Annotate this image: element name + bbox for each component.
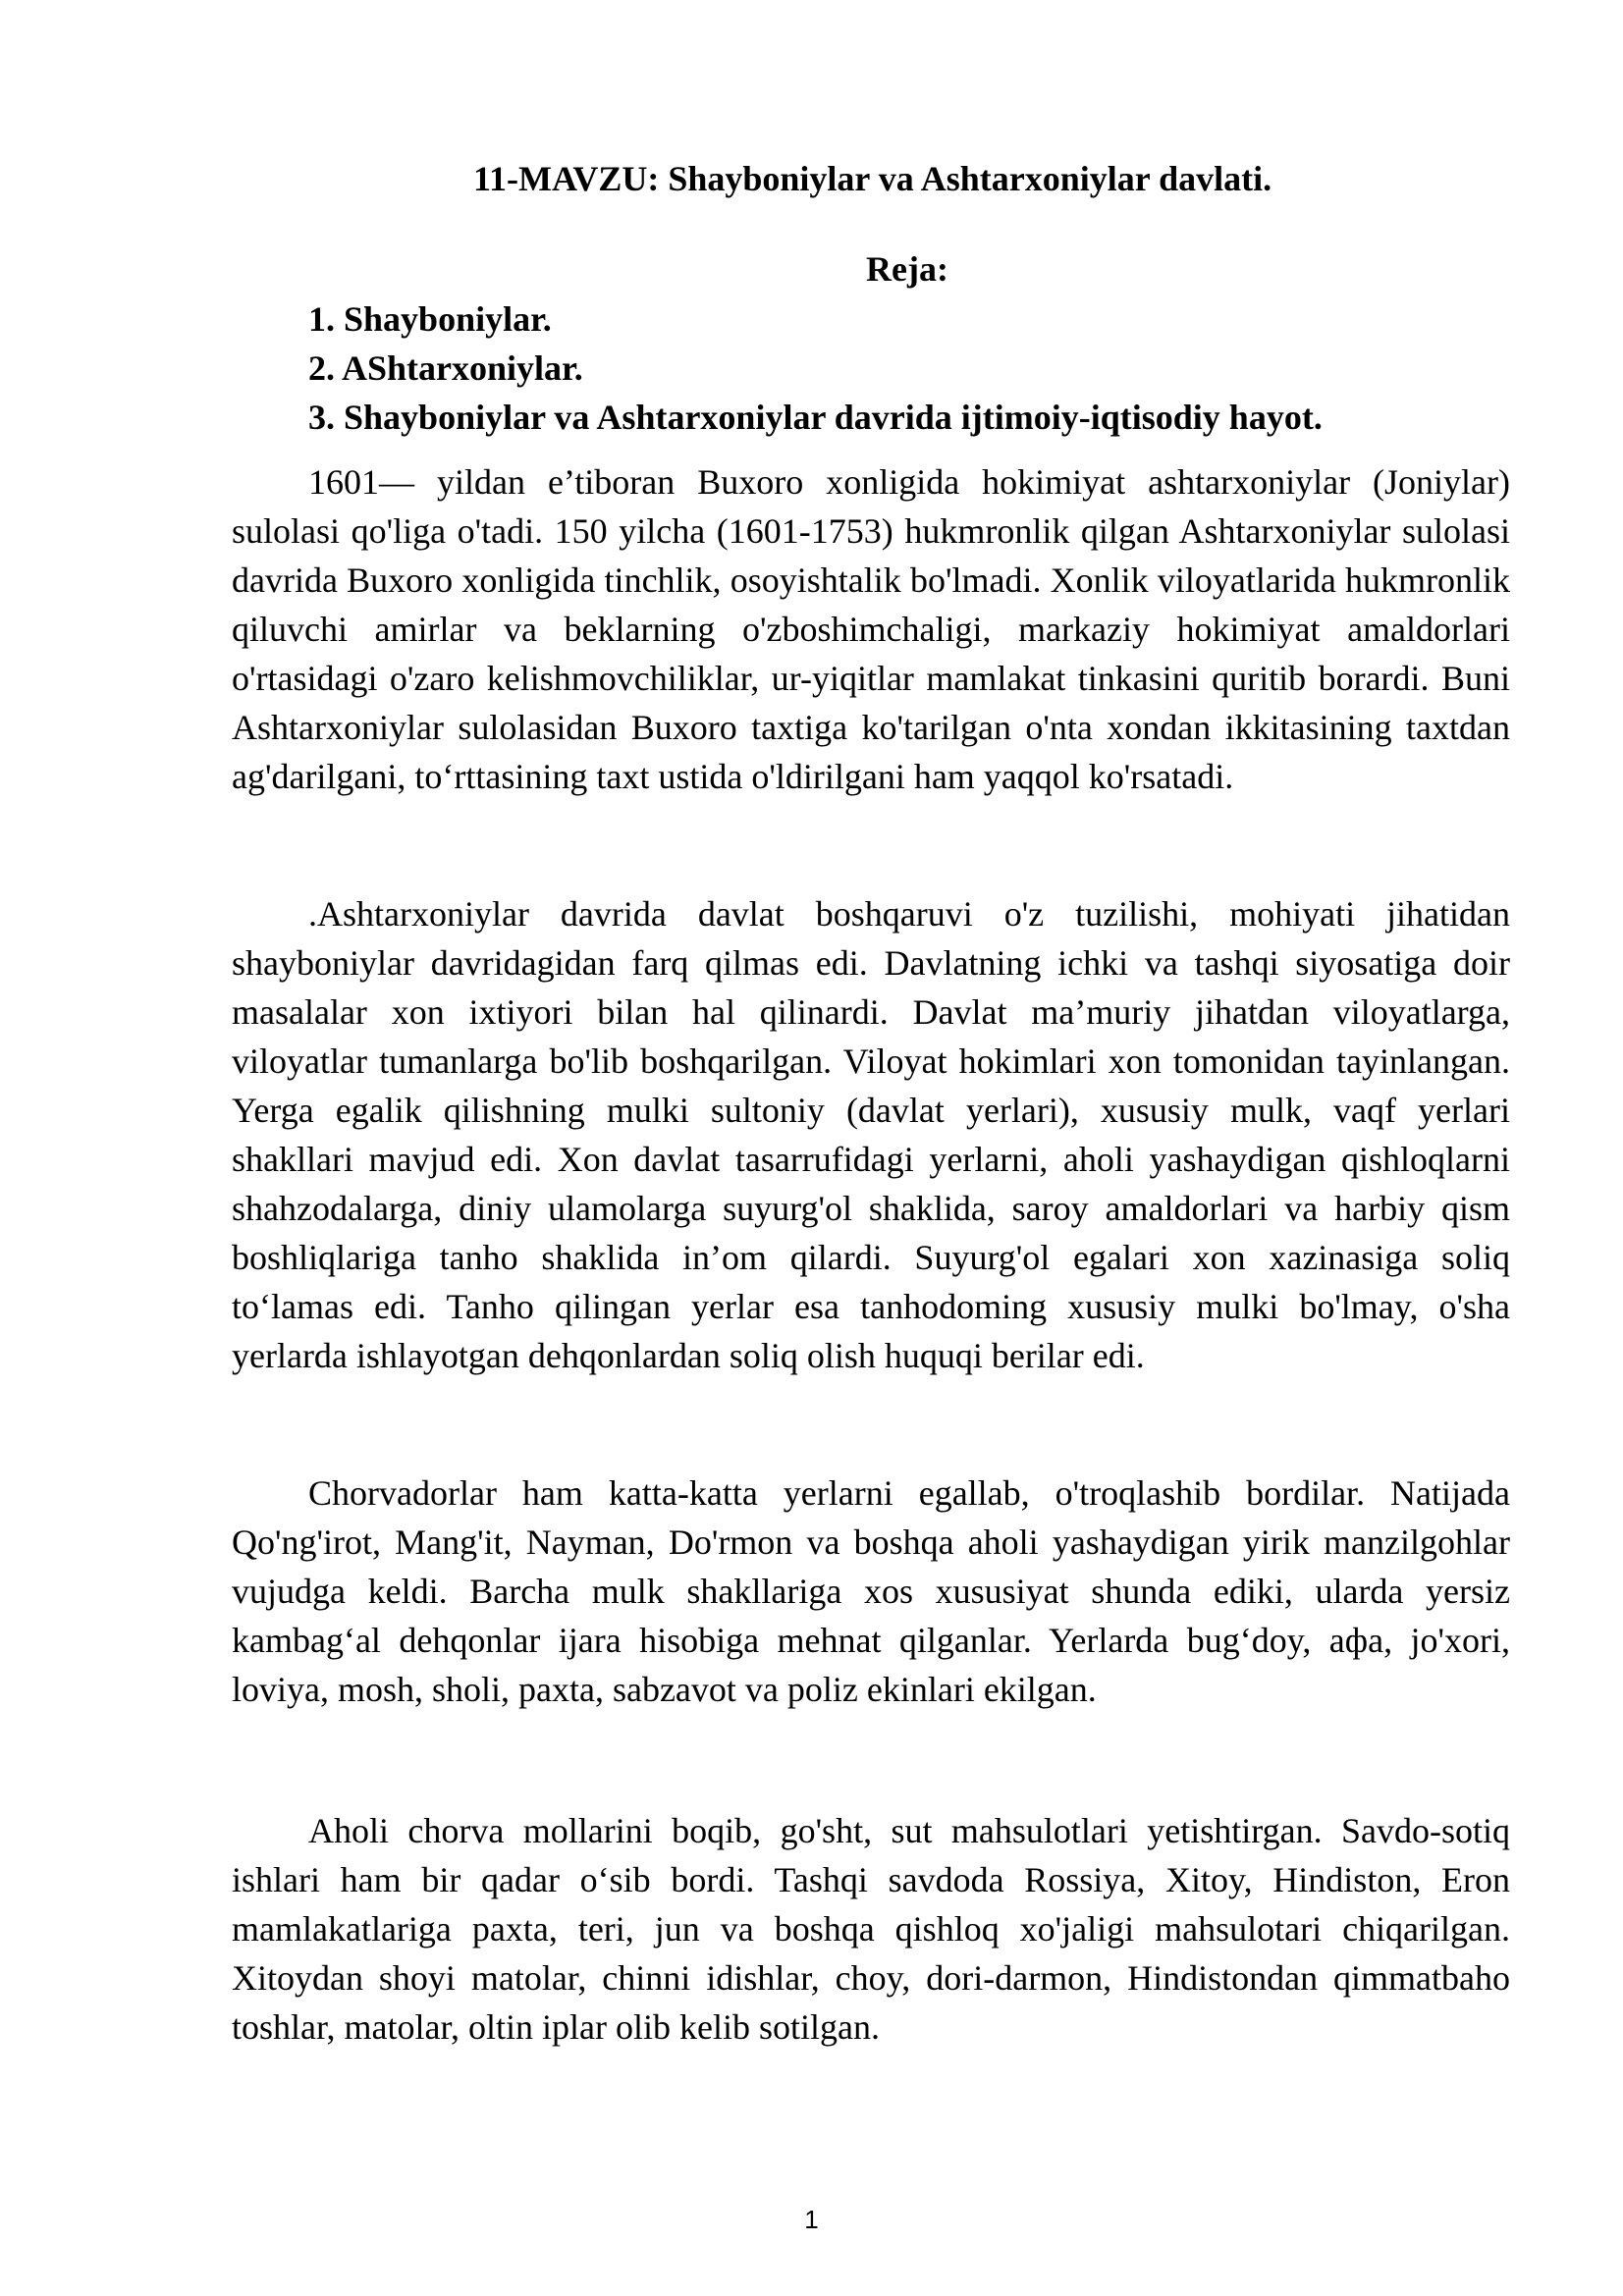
plan-list xyxy=(308,294,1323,442)
plan-heading: Reja: xyxy=(866,249,948,289)
page-title: 11-MAVZU: Shayboniylar va Ashtarxoniylar davlati. xyxy=(473,159,1272,198)
page-number: 1 xyxy=(804,2205,819,2234)
paragraph-text: 1601— yildan e’tiboran Buxoro xonligida hokimiyat ashtarxoniylar (Joniylar) sulolasi qo'liga o'tadi. 150 yilcha (1601-1753) hukmronlik qilgan Ashtarxoniylar sulolasi davrida Buxoro xonligida tinchlik, osoyishtalik bo'lmadi. Xonlik viloyatlarida hukmronlik qiluvchi amirlar va beklarning o'zboshimchaligi, markaziy hokimiyat amaldorlari o'rtasidagi o'zaro kelishmovchiliklar, ur-yiqitlar mamlakat tinkasini quritib borardi. Buni Ashtarxoniylar sulolasidan Buxoro taxtiga ko'tarilgan o'nta xondan ikkitasining taxtdan ag'darilgani, to‘rttasining taxt ustida o'ldirilgani ham yaqqol ko'rsatadi. xyxy=(232,462,1510,796)
paragraph-3 xyxy=(232,1468,1510,1714)
paragraph-2 xyxy=(232,889,1510,1380)
paragraph-text: .Ashtarxoniylar davrida davlat boshqaruvi o'z tuzilishi, mohiyati jihatidan shayboniylar davridagidan farq qilmas edi. Davlatning ichki va tashqi siyosatiga doir masalalar xon ixtiyori bilan hal qilinardi. Davlat ma’muriy jihatdan viloyatlarga, viloyatlar tumanlarga bo'lib boshqarilgan. Viloyat hokimlari xon tomonidan tayinlangan. Yerga egalik qilishning mulki sultoniy (davlat yerlari), xususiy mulk, vaqf yerlari shakllari mavjud edi. Xon davlat tasarrufidagi yerlarni, aholi yashaydigan qishloqlarni shahzodalarga, diniy ulamolarga suyurg'ol shaklida, saroy amaldorlari va harbiy qism boshliqlariga tanho shaklida in’om qilardi. Suyurg'ol egalari xon xazinasiga soliq to‘lamas edi. Tanho qilingan yerlar esa tanhodoming xususiy mulki bo'lmay, o'sha yerlarda ishlayotgan dehqonlardan soliq olish huquqi berilar edi. xyxy=(232,894,1510,1375)
plan-item: 2. AShtarxoniylar. xyxy=(308,348,583,388)
paragraph-4 xyxy=(232,1806,1510,2052)
paragraph-1 xyxy=(232,457,1510,801)
paragraph-text: Aholi chorva mollarini boqib, go'sht, sut mahsulotlari yetishtirgan. Savdo-sotiq ishlari ham bir qadar o‘sib bordi. Tashqi savdoda Rossiya, Xitoy, Hindiston, Eron mamlakatlariga paxta, teri, jun va boshqa qishloq xo'jaligi mahsulotari chiqarilgan. Xitoydan shoyi matolar, chinni idishlar, choy, dori-darmon, Hindistondan qimmatbaho toshlar, matolar, oltin iplar olib kelib sotilgan. xyxy=(232,1811,1510,2047)
plan-item: 3. Shayboniylar va Ashtarxoniylar davrida ijtimoiy-iqtisodiy hayot. xyxy=(308,398,1323,437)
plan-item: 1. Shayboniylar. xyxy=(308,299,552,339)
paragraph-text: Chorvadorlar ham katta-katta yerlarni egallab, o'troqlashib bordilar. Natijada Qo'ng'irot, Mang'it, Nayman, Do'rmon va boshqa aholi yashaydigan yirik manzilgohlar vujudga keldi. Barcha mulk shakllariga xos xususiyat shunda ediki, ularda yersiz kambag‘al dehqonlar ijara hisobiga mehnat qilganlar. Yerlarda bug‘doy, aфa, jo'xori, loviya, mosh, sholi, paxta, sabzavot va poliz ekinlari ekilgan. xyxy=(232,1473,1510,1709)
